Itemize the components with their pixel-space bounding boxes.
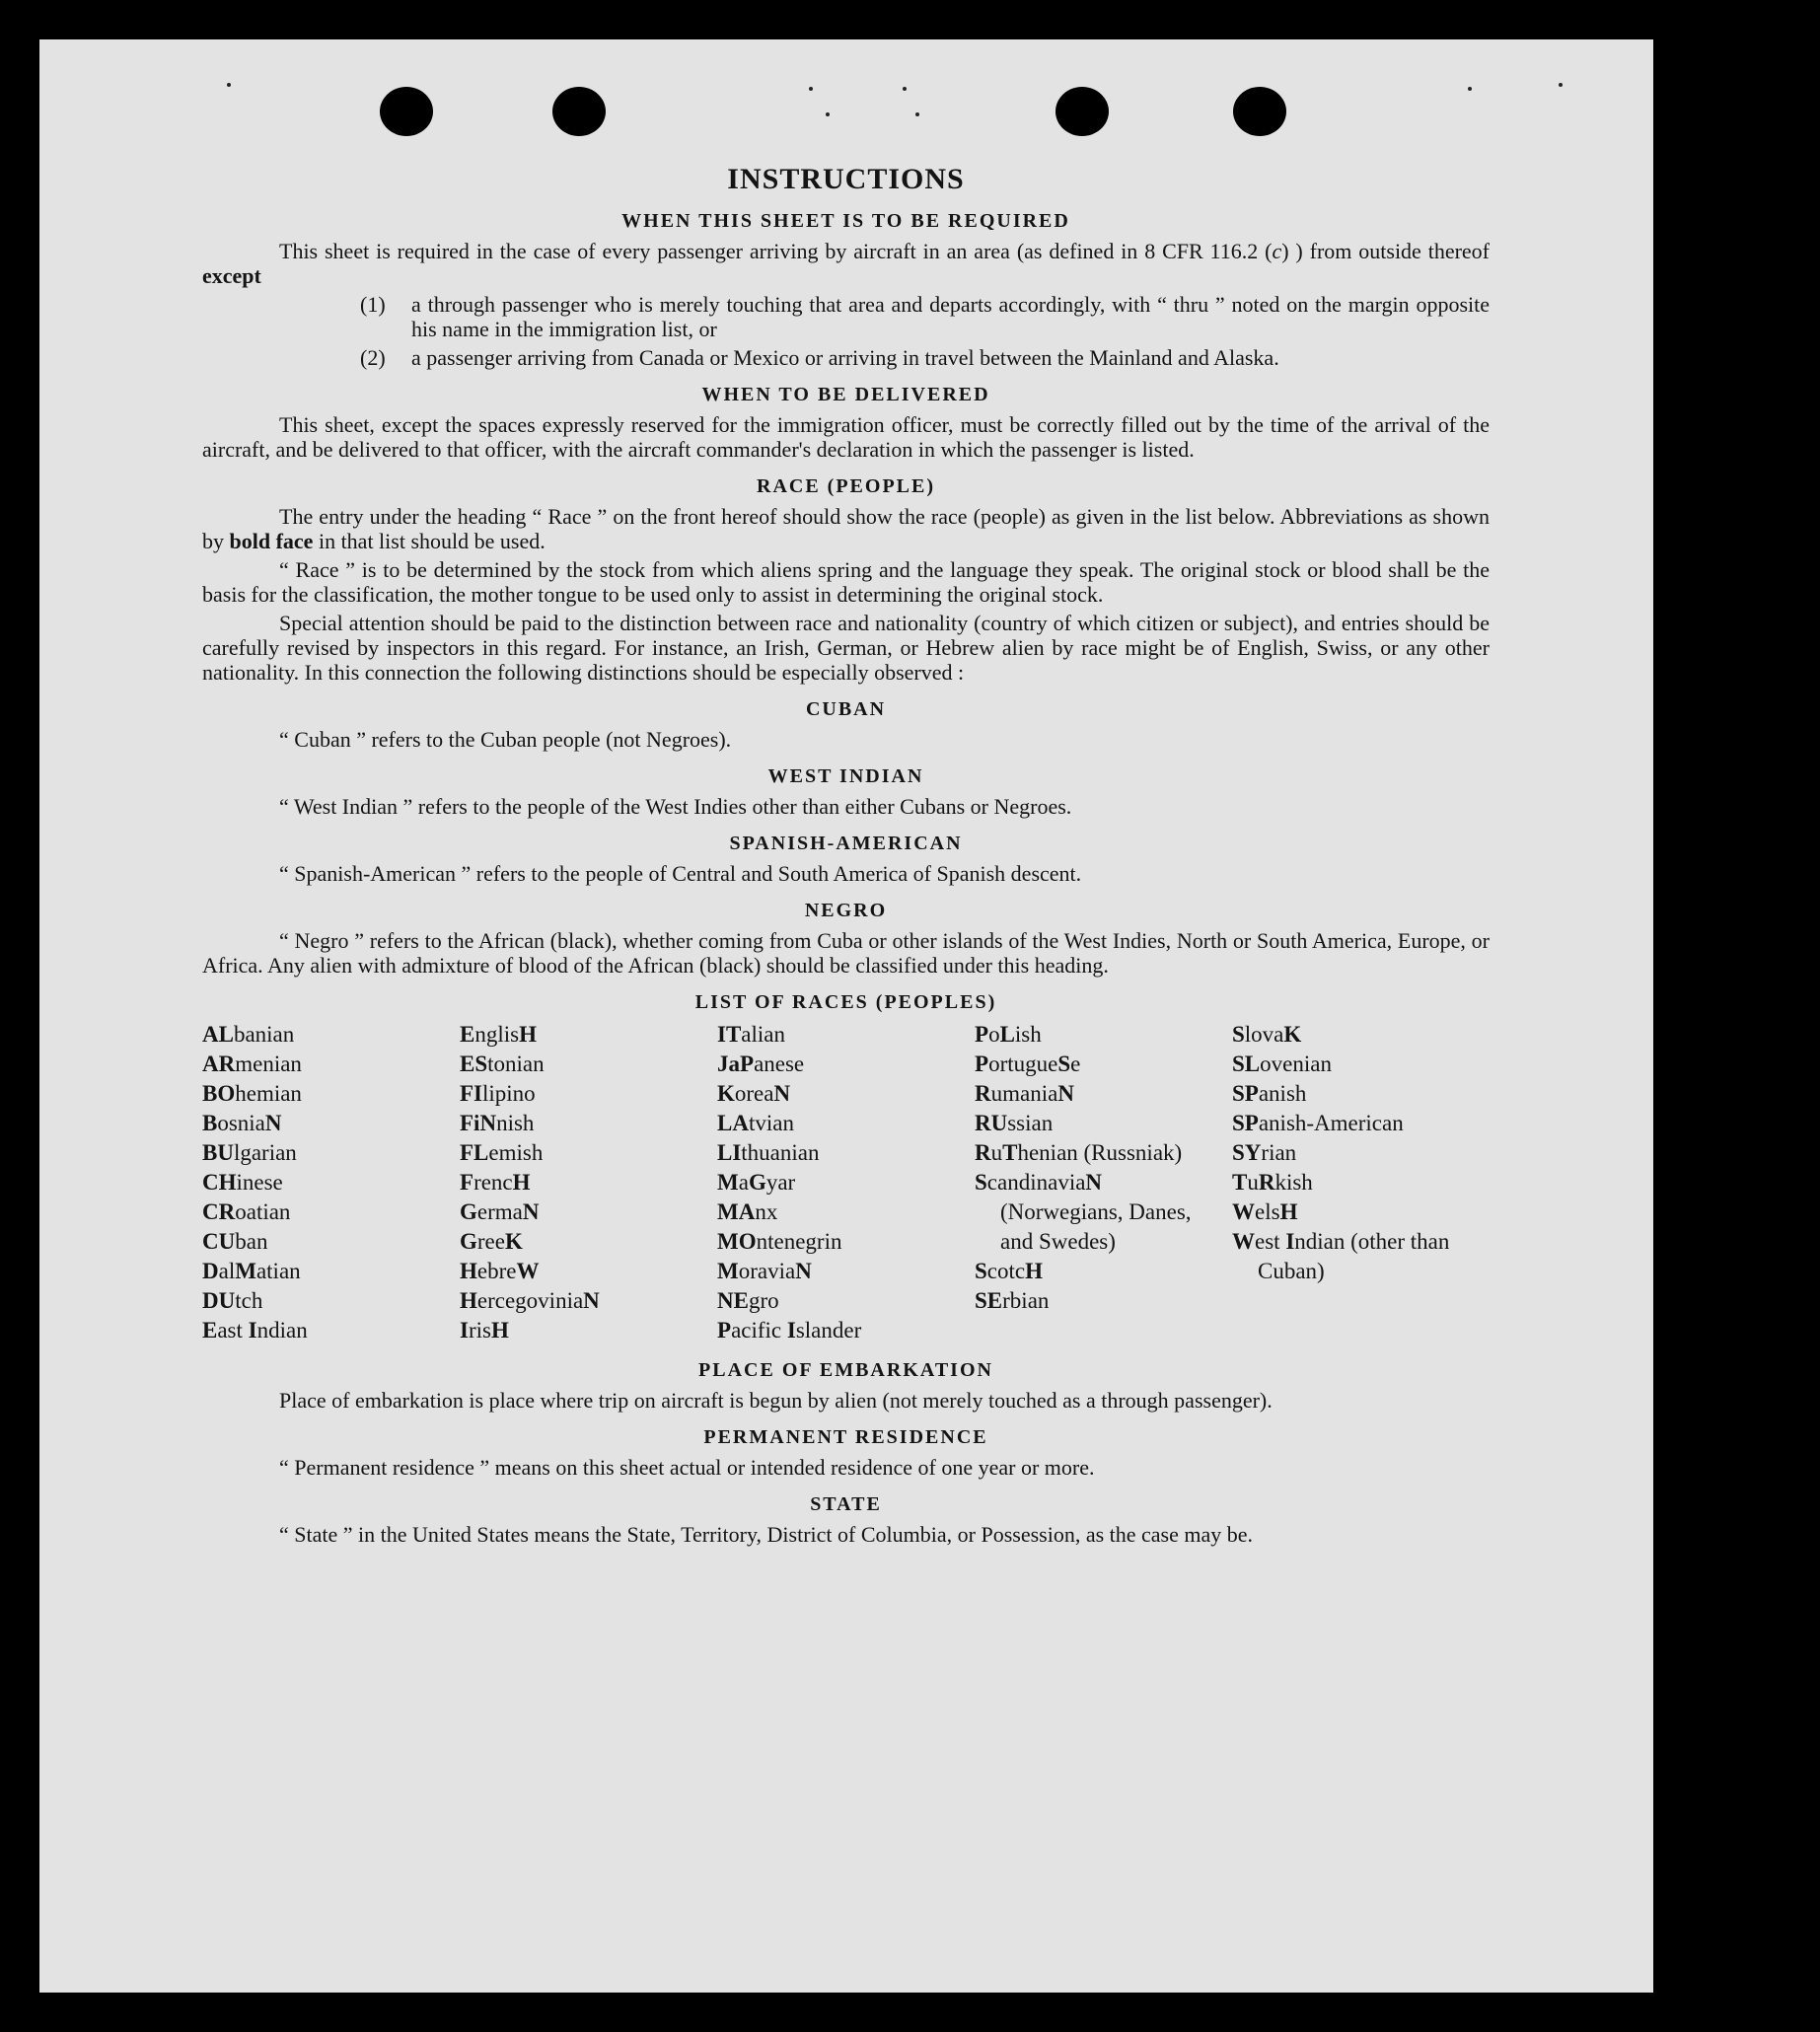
punch-hole <box>552 87 606 136</box>
race-entry: PoLish <box>975 1022 1042 1047</box>
race-entry: GermaN <box>460 1199 540 1224</box>
race-entry: WelsH <box>1232 1199 1298 1224</box>
race-paragraph: The entry under the heading “ Race ” on the front hereof should show the race (people) as given in the list below. Abbreviations as shown by bold face in that list should be used. <box>202 504 1490 553</box>
exception-item: (2) a passenger arriving from Canada or Mexico or arriving in travel between the Mainland and Alaska. <box>360 345 1279 370</box>
speck <box>915 112 919 116</box>
race-entry: MOntenegrin <box>717 1229 842 1254</box>
spanish-american-text: “ Spanish-American ” refers to the people of Central and South America of Spanish descent. <box>279 861 1082 886</box>
race-entry: SlovaK <box>1232 1022 1302 1047</box>
race-entry: NEgro <box>717 1288 779 1313</box>
section-heading-state: STATE <box>810 1493 882 1515</box>
race-entry: East Indian <box>202 1318 308 1343</box>
race-entry: HebreW <box>460 1259 540 1283</box>
document-page <box>39 39 1653 1993</box>
race-entry: CHinese <box>202 1170 283 1195</box>
race-paragraph: “ Race ” is to be determined by the stock from which aliens spring and the language they speak. The original stock or blood shall be the basis for the classification, the mother tongue to be used only to assist in determining the original stock. <box>202 557 1490 607</box>
residence-text: “ Permanent residence ” means on this sheet actual or intended residence of one year or more. <box>279 1455 1095 1480</box>
race-entry: BosniaN <box>202 1111 282 1135</box>
section-heading-cuban: CUBAN <box>805 698 887 720</box>
race-entry: SLovenian <box>1232 1052 1332 1076</box>
race-entry: IrisH <box>460 1318 509 1343</box>
race-entry: ScandinaviaN (Norwegians, Danes, and Swedes) <box>975 1170 1192 1254</box>
race-entry: SErbian <box>975 1288 1050 1313</box>
speck <box>227 83 231 87</box>
section-heading-delivered: WHEN TO BE DELIVERED <box>701 384 990 405</box>
section-heading-negro: NEGRO <box>804 900 888 921</box>
race-entry: FIlipino <box>460 1081 536 1106</box>
race-entry: West Indian (other than Cuban) <box>1232 1229 1450 1283</box>
race-entry: MoraviaN <box>717 1259 812 1283</box>
race-entry: Pacific Islander <box>717 1318 862 1343</box>
races-column <box>1232 1020 1490 1345</box>
embarkation-text: Place of embarkation is place where trip on aircraft is begun by alien (not merely touched as a through passenger). <box>279 1388 1273 1413</box>
race-entry: PortugueSe <box>975 1052 1081 1076</box>
speck <box>1559 83 1563 87</box>
race-entry: ScotcH <box>975 1259 1043 1283</box>
race-entry: CRoatian <box>202 1199 291 1224</box>
race-entry: LIthuanian <box>717 1140 820 1165</box>
race-entry: SYrian <box>1232 1140 1297 1165</box>
races-column <box>460 1020 717 1345</box>
section-heading-required: WHEN THIS SHEET IS TO BE REQUIRED <box>621 210 1070 232</box>
race-entry: ALbanian <box>202 1022 295 1047</box>
punch-hole <box>1056 87 1109 136</box>
section-heading-embarkation: PLACE OF EMBARKATION <box>698 1359 993 1381</box>
race-entry: HercegoviniaN <box>460 1288 600 1313</box>
speck <box>809 87 813 91</box>
races-column <box>717 1020 975 1345</box>
required-intro: This sheet is required in the case of every passenger arriving by aircraft in an area (as defined in 8 CFR 116.2 (c) ) from outside thereof except <box>202 239 1490 288</box>
race-entry: ARmenian <box>202 1052 302 1076</box>
section-heading-west-indian: WEST INDIAN <box>767 765 924 787</box>
cuban-text: “ Cuban ” refers to the Cuban people (not Negroes). <box>279 727 732 752</box>
race-entry: EnglisH <box>460 1022 537 1047</box>
race-entry: CUban <box>202 1229 268 1254</box>
negro-text: “ Negro ” refers to the African (black), whether coming from Cuba or other islands of the West Indies, North or South America, Europe, or Africa. Any alien with admixture of blood of the African (black) should be classified under this heading. <box>202 928 1490 978</box>
speck <box>826 112 830 116</box>
section-heading-race: RACE (PEOPLE) <box>757 475 935 497</box>
race-entry: RumaniaN <box>975 1081 1074 1106</box>
page-title: INSTRUCTIONS <box>727 163 965 195</box>
west-indian-text: “ West Indian ” refers to the people of the West Indies other than either Cubans or Negroes. <box>279 794 1072 819</box>
section-heading-residence: PERMANENT RESIDENCE <box>703 1426 988 1448</box>
exception-item: (1) a through passenger who is merely touching that area and departs accordingly, with “ thru ” noted on the margin opposite his name in the immigration list, or <box>360 292 1490 341</box>
speck <box>1468 87 1472 91</box>
races-column <box>202 1020 460 1345</box>
race-entry: BUlgarian <box>202 1140 297 1165</box>
race-entry: LAtvian <box>717 1111 794 1135</box>
race-entry: SPanish <box>1232 1081 1307 1106</box>
section-heading-races-list: LIST OF RACES (PEOPLES) <box>694 991 997 1013</box>
race-entry: FiNnish <box>460 1111 535 1135</box>
race-entry: DUtch <box>202 1288 263 1313</box>
race-entry: MaGyar <box>717 1170 796 1195</box>
race-entry: RuThenian (Russniak) <box>975 1140 1183 1165</box>
races-column <box>975 1020 1232 1345</box>
race-entry: ITalian <box>717 1022 785 1047</box>
race-entry: GreeK <box>460 1229 523 1254</box>
race-entry: EStonian <box>460 1052 545 1076</box>
instructions-body <box>202 163 1490 1551</box>
race-entry: SPanish-American <box>1232 1111 1404 1135</box>
races-list <box>202 1020 1490 1345</box>
race-entry: FLemish <box>460 1140 544 1165</box>
speck <box>903 87 907 91</box>
race-paragraph: Special attention should be paid to the distinction between race and nationality (country of which citizen or subject), and entries should be carefully revised by inspectors in this regard. For instance, an Irish, German, or Hebrew alien by race might be of English, Swiss, or any other nationality. In this connection the following distinctions should be especially observed : <box>202 611 1490 685</box>
punch-hole <box>1233 87 1286 136</box>
race-entry: DalMatian <box>202 1259 301 1283</box>
race-entry: FrencH <box>460 1170 531 1195</box>
race-entry: RUssian <box>975 1111 1054 1135</box>
race-entry: MAnx <box>717 1199 778 1224</box>
punch-hole <box>380 87 433 136</box>
delivered-text: This sheet, except the spaces expressly reserved for the immigration officer, must be correctly filled out by the time of the arrival of the aircraft, and be delivered to that officer, with the aircraft commander's declaration in which the passenger is listed. <box>202 412 1490 462</box>
state-text: “ State ” in the United States means the State, Territory, District of Columbia, or Possession, as the case may be. <box>279 1522 1254 1547</box>
race-entry: KoreaN <box>717 1081 791 1106</box>
race-entry: BOhemian <box>202 1081 302 1106</box>
race-entry: TuRkish <box>1232 1170 1313 1195</box>
race-entry: JaPanese <box>717 1052 805 1076</box>
section-heading-spanish-american: SPANISH-AMERICAN <box>729 833 963 854</box>
